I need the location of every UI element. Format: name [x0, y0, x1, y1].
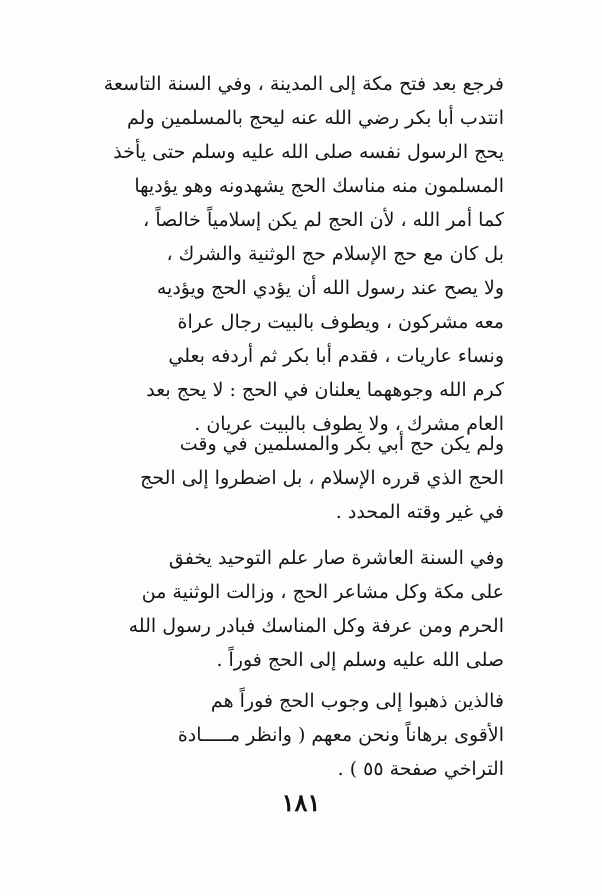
page-number: ١٨١: [281, 788, 321, 817]
text-line: كما أمر الله ، لأن الحج لم يكن إسلامياً خالصاً ،: [143, 209, 504, 231]
text-line: بل كان مع حج الإسلام حج الوثنية والشرك ،: [166, 243, 504, 265]
text-line: ولا يصح عند رسول الله أن يؤدي الحج ويؤديه: [156, 277, 504, 299]
text-line: على مكة وكل مشاعر الحج ، وزالت الوثنية من: [141, 581, 504, 603]
paragraph-3: [100, 541, 504, 677]
text-line: المسلمون منه مناسك الحج يشهدونه وهو يؤديها: [134, 175, 504, 197]
text-line: يحج الرسول نفسه صلى الله عليه وسلم حتى يأخذ: [113, 141, 504, 163]
text-line: ونساء عاريات ، فقدم أبا بكر ثم أردفه بعلي: [168, 345, 504, 367]
text-line: العام مشرك ، ولا يطوف بالبيت عريان .: [194, 413, 504, 435]
text-line: الأقوى برهاناً ونحن معهم ( وانظر مـــــادة: [177, 724, 504, 746]
text-line: معه مشركون ، ويطوف بالبيت رجال عراة: [177, 311, 504, 333]
text-line: فرجع بعد فتح مكة إلى المدينة ، وفي السنة التاسعة: [103, 73, 504, 95]
text-line: التراخي صفحة ٥٥ ) .: [337, 758, 504, 780]
text-line: كرم الله وجوههما يعلنان في الحج : لا يحج بعد: [146, 379, 504, 401]
text-line: ولم يكن حج أبي بكر والمسلمين في وقت: [179, 433, 504, 455]
text-line: صلى الله عليه وسلم إلى الحج فوراً .: [216, 649, 504, 671]
text-line: الحج الذي قرره الإسلام ، بل اضطروا إلى الحج: [140, 467, 504, 489]
paragraph-1: [100, 67, 504, 441]
text-line: فالذين ذهبوا إلى وجوب الحج فوراً هم: [210, 690, 504, 712]
text-line: انتدب أبا بكر رضي الله عنه ليحج بالمسلمين ولم: [127, 107, 504, 129]
text-line: الحرم ومن عرفة وكل المناسك فبادر رسول الله: [128, 615, 504, 637]
text-line: وفي السنة العاشرة صار علم التوحيد يخفق: [168, 547, 504, 569]
paragraph-4: [100, 684, 504, 786]
paragraph-2: [100, 427, 504, 529]
text-line: في غير وقته المحدد .: [335, 501, 504, 523]
